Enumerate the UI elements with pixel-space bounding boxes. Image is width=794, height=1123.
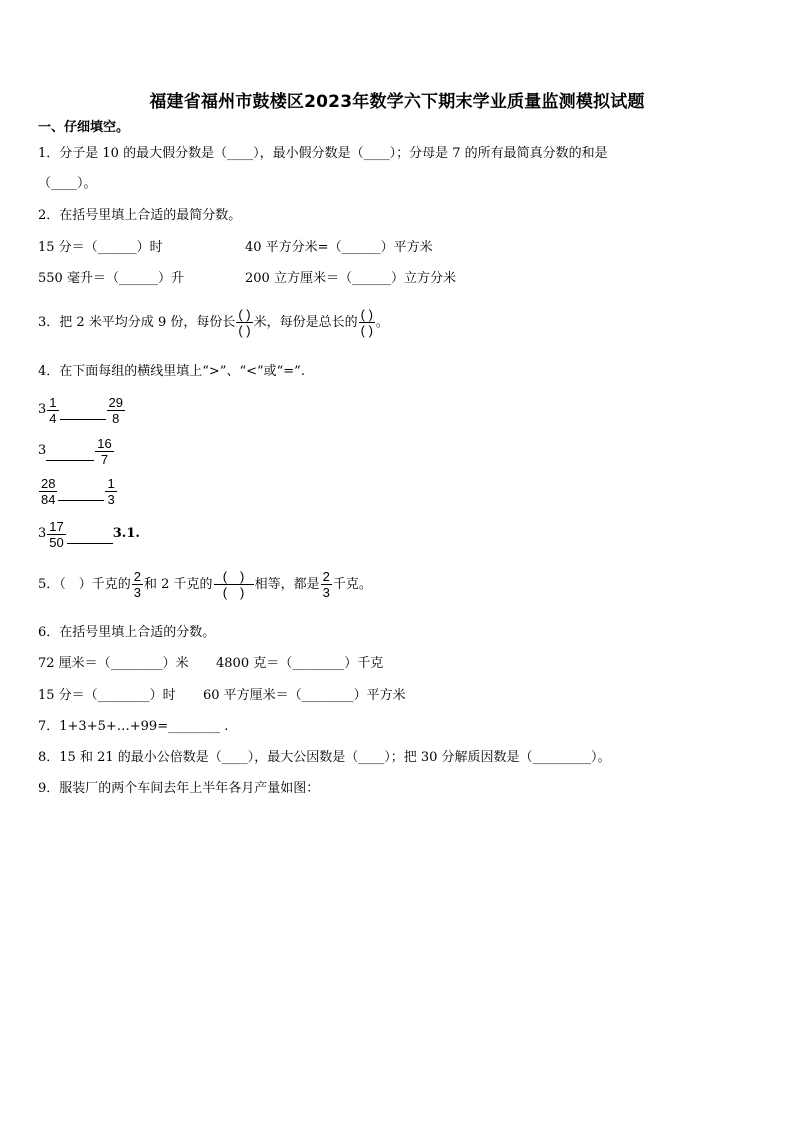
question-4-row-2 <box>38 434 115 469</box>
answer-line[interactable] <box>67 525 113 544</box>
fraction-blank <box>236 307 252 338</box>
question-6-item-a: 72 厘米＝（________）米 <box>38 656 189 671</box>
answer-line[interactable] <box>46 442 94 461</box>
question-5-text-1: 5．（ ）千克的 <box>38 577 131 592</box>
denominator: 4 <box>49 410 57 426</box>
question-4-row-3 <box>38 475 118 509</box>
denominator: 50 <box>49 534 64 550</box>
question-3-text-3: 。 <box>375 315 389 330</box>
denominator: 3 <box>107 492 115 507</box>
question-5-text-3: 相等，都是 <box>254 577 320 592</box>
numerator: 2 <box>322 569 330 584</box>
denominator: 3 <box>322 585 330 600</box>
question-4-stem: 4．在下面每组的横线里填上“>”、“<”或“=”. <box>38 364 305 379</box>
question-9: 9．服装厂的两个车间去年上半年各月产量如图： <box>38 781 320 796</box>
numerator: 2 <box>133 569 142 584</box>
fraction <box>39 476 57 507</box>
answer-line[interactable] <box>58 482 104 501</box>
fraction <box>321 569 332 600</box>
question-1-line-2: （____）。 <box>38 176 97 191</box>
fraction-blank <box>359 307 375 338</box>
question-3 <box>38 305 389 341</box>
question-6-item-b: 4800 克＝（________）千克 <box>216 656 384 671</box>
question-4-row-4 <box>38 517 140 552</box>
question-5-text-2: 和 2 千克的 <box>144 577 213 592</box>
numerator: 28 <box>41 476 56 491</box>
fraction <box>132 569 143 600</box>
fraction-blank <box>214 569 254 600</box>
denominator-blank: ( ) <box>360 323 373 338</box>
number: 3.1. <box>112 526 140 541</box>
question-6-stem: 6．在括号里填上合适的分数。 <box>38 625 216 640</box>
question-1-line-1: 1．分子是 10 的最大假分数是（____），最小假分数是（____）；分母是 7 的所有最简真分数的和是 <box>38 146 608 161</box>
question-4-row-1 <box>38 393 126 428</box>
section-heading: 一、仔细填空。 <box>38 120 130 135</box>
fraction <box>107 395 125 426</box>
mixed-whole: 3 <box>38 402 47 417</box>
question-2-item-b: 40 平方分米=（______）平方米 <box>245 240 433 255</box>
fraction <box>95 436 113 467</box>
numerator: 29 <box>108 394 123 410</box>
numerator: 17 <box>49 518 64 534</box>
denominator-blank: ( ) <box>238 323 251 338</box>
answer-line[interactable] <box>60 401 106 420</box>
question-3-text-2: 米，每份是总长的 <box>253 315 358 330</box>
question-2-item-a: 15 分＝（______）时 <box>38 240 163 255</box>
numerator-blank: ( ) <box>214 569 254 585</box>
question-7: 7．1+3+5+…+99=________ . <box>38 719 229 734</box>
denominator: 7 <box>100 451 109 467</box>
numerator-blank: ( ) <box>360 307 373 322</box>
question-6-item-c: 15 分＝（________）时 <box>38 688 176 703</box>
question-2-stem: 2．在括号里填上合适的最简分数。 <box>38 208 242 223</box>
page-title: 福建省福州市鼓楼区2023年数学六下期末学业质量监测模拟试题 <box>149 92 645 112</box>
denominator: 3 <box>133 585 142 600</box>
question-3-text-1: 3．把 2 米平均分成 9 份，每份长 <box>38 315 236 330</box>
numerator-blank: ( ) <box>238 307 251 322</box>
question-5 <box>38 566 372 604</box>
numerator: 16 <box>97 435 112 451</box>
number: 3 <box>38 443 47 458</box>
question-5-text-4: 千克。 <box>332 577 372 592</box>
denominator-blank: ( ) <box>222 585 245 600</box>
numerator: 1 <box>107 476 115 491</box>
question-6-item-d: 60 平方厘米＝（________）平方米 <box>203 688 406 703</box>
denominator: 8 <box>112 410 120 426</box>
denominator: 84 <box>41 492 56 507</box>
numerator: 1 <box>49 394 57 410</box>
mixed-whole: 3 <box>38 526 47 541</box>
question-2-item-c: 550 毫升＝（______）升 <box>38 271 184 286</box>
fraction <box>105 476 116 507</box>
fraction <box>47 519 65 550</box>
question-8: 8．15 和 21 的最小公倍数是（____），最大公因数是（____）；把 30 分解质因数是（_________）。 <box>38 750 611 765</box>
question-2-item-d: 200 立方厘米＝（______）立方分米 <box>245 271 456 286</box>
fraction <box>47 395 58 426</box>
